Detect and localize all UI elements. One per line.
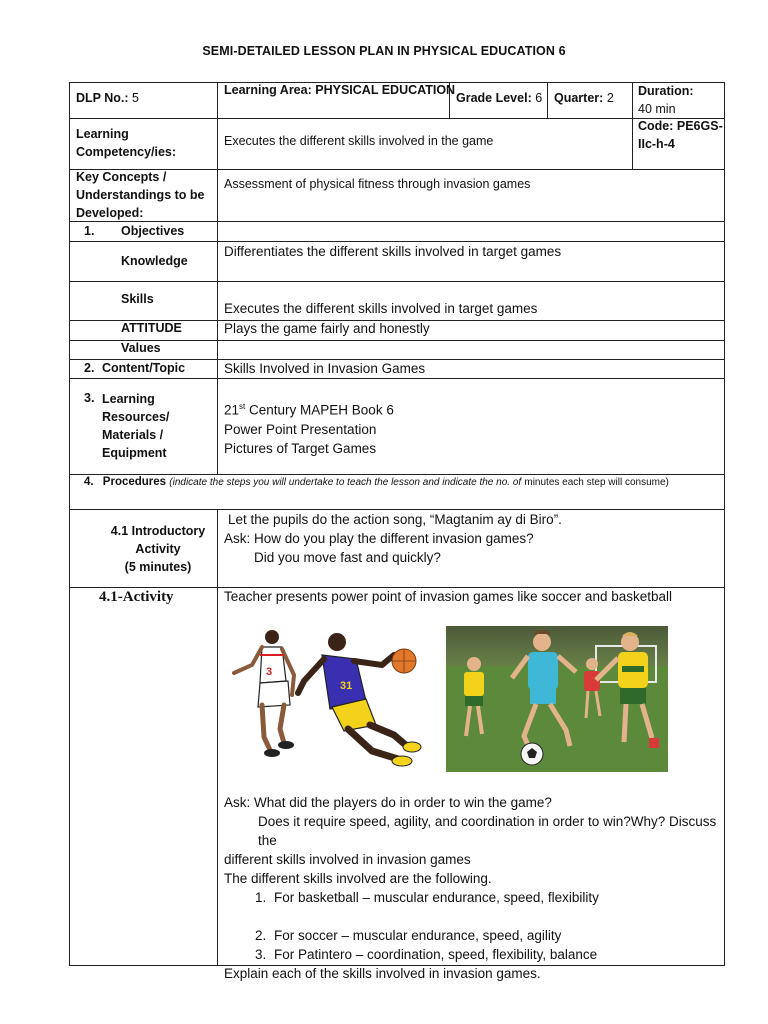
list-item: 3. For Patintero – coordination, speed, flexibility, balance	[270, 945, 720, 964]
knowledge-label: Knowledge	[121, 254, 188, 268]
resource-item: Pictures of Target Games	[224, 440, 377, 456]
activity-text: Ask: What did the players do in order to win the game? Does it require speed, agility, and coordination in order to win?Why? Discuss the different skills involved in invasion games The different skills involved are the following. 1. For basketball – muscular endurance, speed, flexibility 2. For soccer – muscular endurance, speed, agility 3. For Patintero – coordination, speed, flexibility, balance Explain each of the skills involved in invasion games.	[224, 793, 720, 983]
attitude-label: ATTITUDE	[121, 321, 182, 335]
content-value: Skills Involved in Invasion Games	[224, 361, 426, 376]
content-label: Content/Topic	[102, 361, 186, 375]
intro-label: 4.1 Introductory Activity (5 minutes)	[110, 524, 206, 575]
objectives-number: 1.	[84, 224, 95, 238]
grade-level: Grade Level: 6	[456, 91, 543, 105]
jersey-number-3: 3	[266, 666, 273, 678]
resource-item: 21st Century MAPEH Book 6	[224, 402, 394, 418]
dlp-number: DLP No.: 5	[76, 91, 139, 105]
values-label: Values	[121, 341, 161, 355]
jersey-number-31: 31	[340, 680, 353, 692]
basketball-players-image	[222, 625, 422, 775]
quarter: Quarter: 2	[554, 91, 614, 105]
skills-label: Skills	[121, 292, 154, 306]
procedures-row: 4. Procedures (indicate the steps you will undertake to teach the lesson and indicate the no. of minutes each step will consume)	[84, 476, 669, 488]
skills-list	[224, 888, 720, 964]
resource-item: Power Point Presentation	[224, 421, 377, 437]
competency-label: Learning Competency/ies:	[76, 127, 177, 160]
attitude-value: Plays the game fairly and honestly	[224, 321, 430, 336]
key-concepts-label: Key Concepts / Understandings to be Developed:	[76, 170, 205, 221]
skills-value: Executes the different skills involved in target games	[224, 301, 538, 316]
duration: Duration: 40 min	[638, 84, 694, 117]
knowledge-value: Differentiates the different skills involved in target games	[224, 244, 562, 259]
resources-number: 3.	[84, 391, 95, 405]
competency-code: Code: PE6GS- IIc-h-4	[638, 119, 723, 152]
activity-label: 4.1-Activity	[99, 589, 174, 605]
list-item: 1. For basketball – muscular endurance, speed, flexibility	[270, 888, 720, 907]
key-concepts-value: Assessment of physical fitness through invasion games	[224, 177, 531, 191]
competency-value: Executes the different skills involved in the game	[224, 134, 494, 148]
list-item: 2. For soccer – muscular endurance, speed, agility	[270, 926, 720, 945]
intro-text: Let the pupils do the action song, “Magtanim ay di Biro”. Ask: How do you play the different invasion games? Did you move fast and quickly?	[224, 512, 562, 565]
resources-list	[224, 397, 394, 458]
resources-label: Learning Resources/ Materials / Equipment	[102, 392, 170, 461]
activity-intro: Teacher presents power point of invasion games like soccer and basketball	[224, 589, 672, 604]
learning-area: Learning Area: PHYSICAL EDUCATION	[224, 83, 456, 97]
soccer-players-image	[446, 626, 668, 772]
content-number: 2.	[84, 361, 95, 375]
document-title: SEMI-DETAILED LESSON PLAN IN PHYSICAL EDUCATION 6	[202, 44, 566, 58]
objectives-label: Objectives	[121, 224, 185, 238]
